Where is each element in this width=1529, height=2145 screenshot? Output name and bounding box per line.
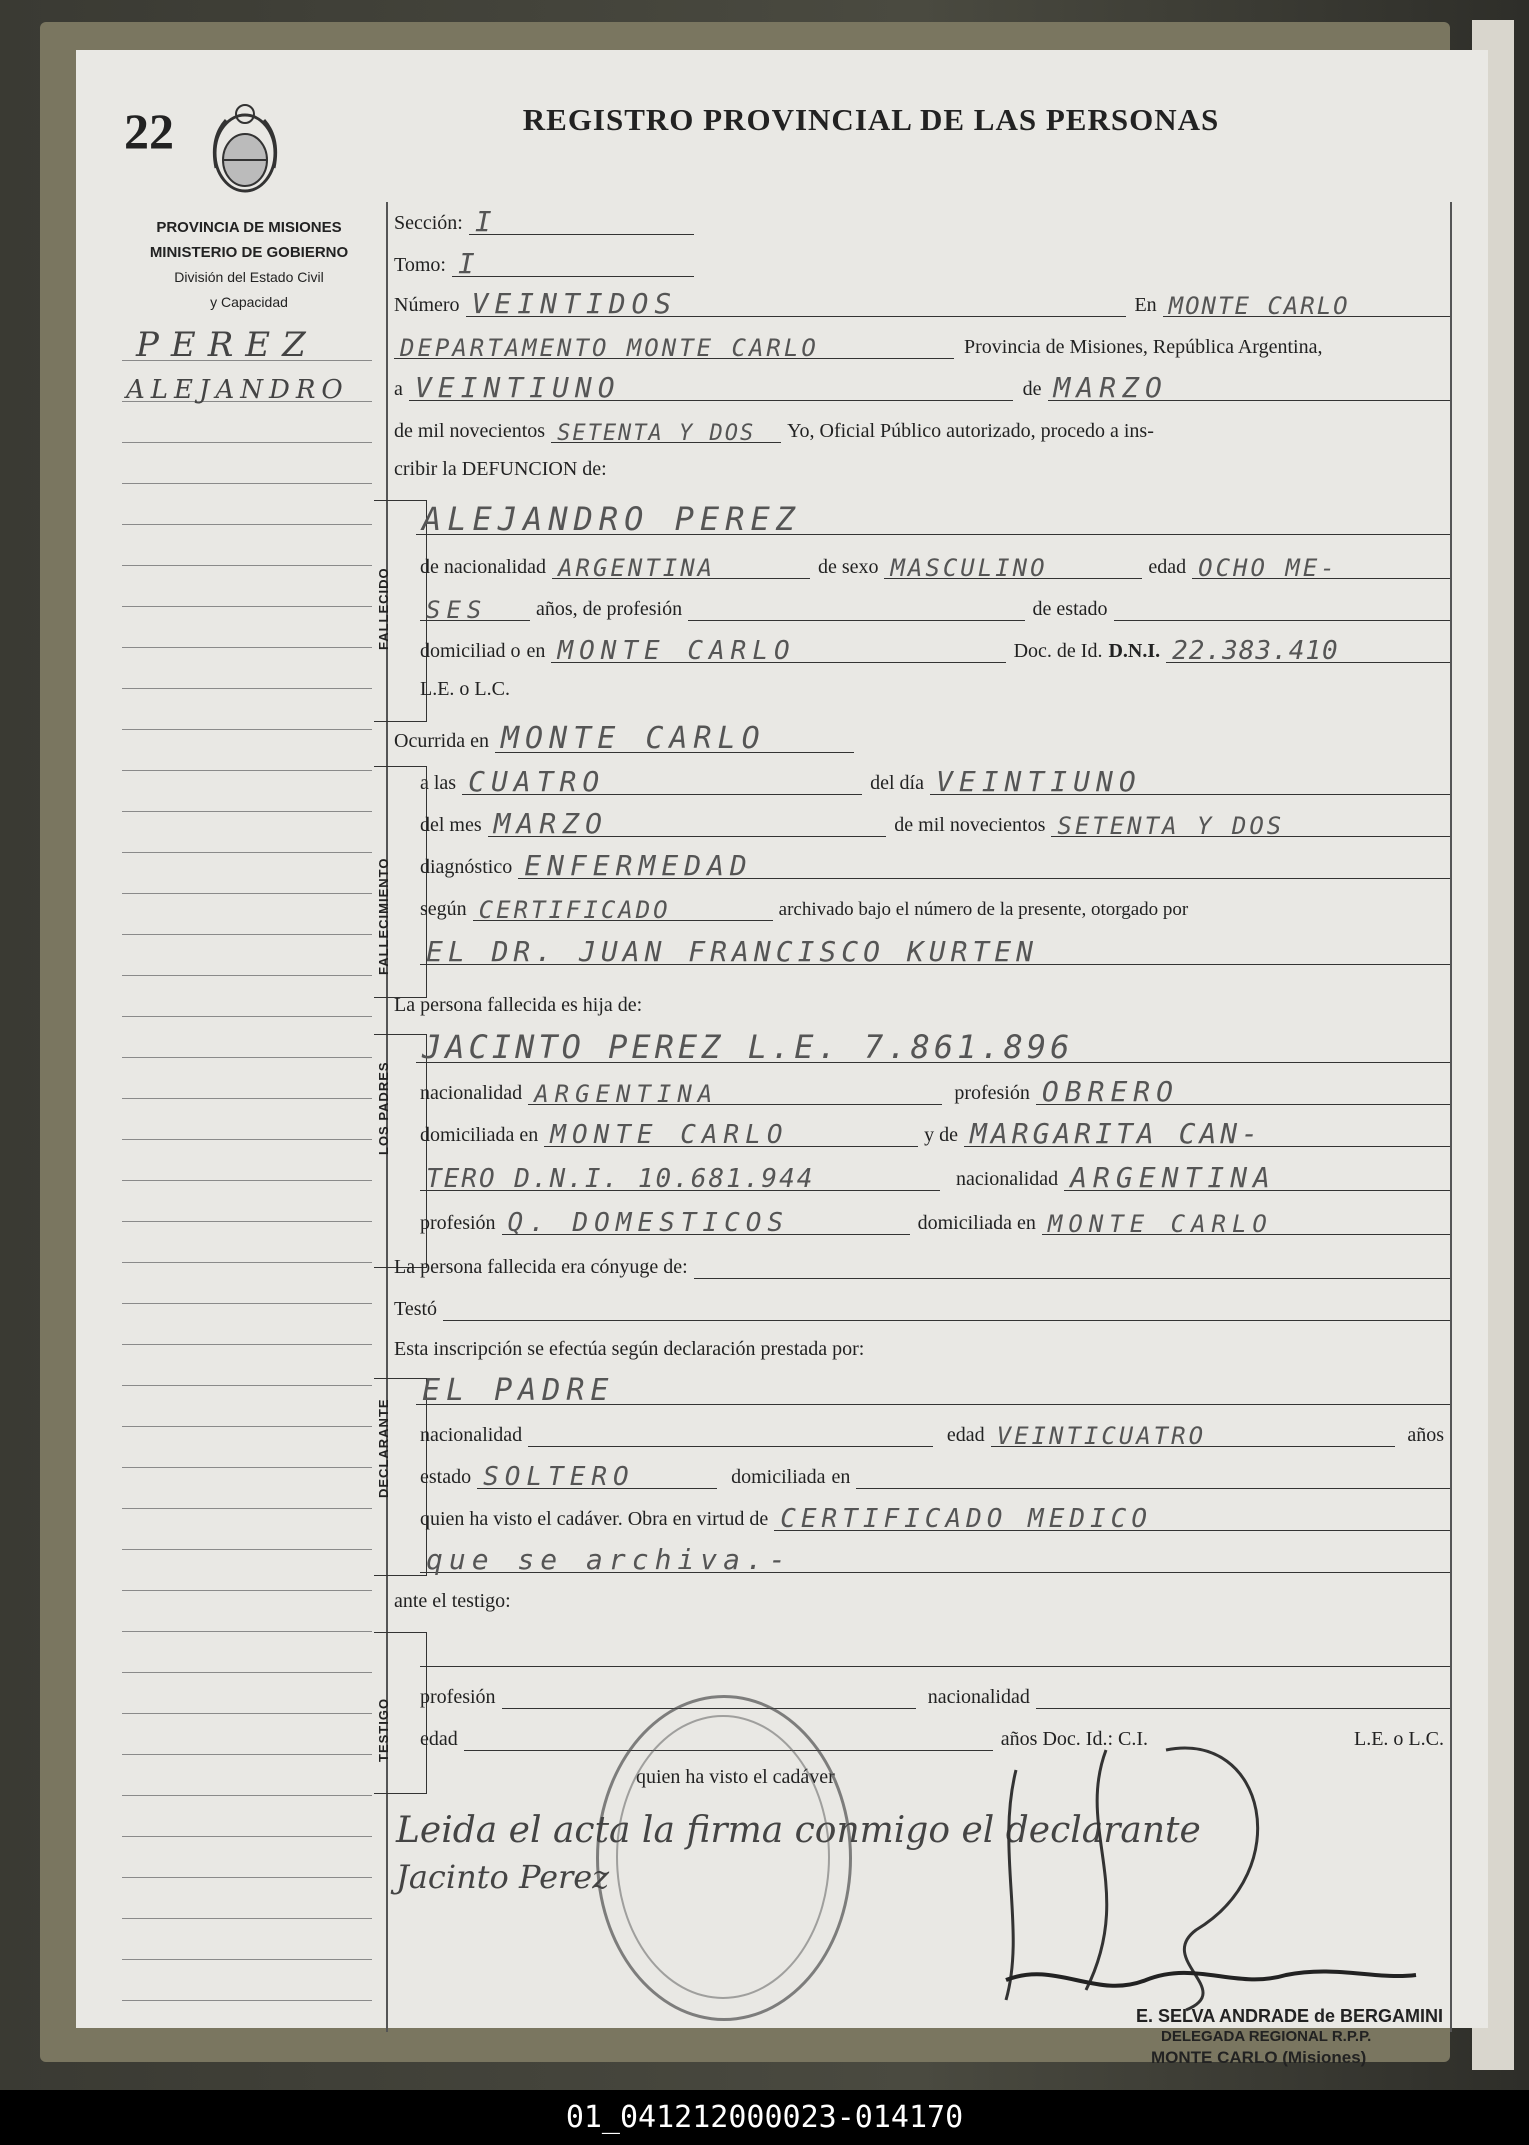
margin-rule-line xyxy=(122,1754,372,1755)
departamento-field: DEPARTAMENTO MONTE CARLO xyxy=(394,332,954,359)
right-border xyxy=(1450,202,1452,2032)
fallecido-edad-cont-field: SES xyxy=(420,594,530,621)
anio-field: SETENTA Y DOS xyxy=(551,416,781,443)
diagnostico-field: ENFERMEDAD xyxy=(518,852,1450,879)
row-padre xyxy=(416,1028,1450,1066)
row-diagnostico: diagnóstico ENFERMEDAD xyxy=(420,852,1450,879)
margin-rule-line xyxy=(122,1098,372,1099)
row-otorgado xyxy=(420,935,1450,968)
row-fallecido-nombre xyxy=(416,500,1450,538)
padre-domicilio-field: MONTE CARLO xyxy=(544,1120,918,1147)
margin-rule-line xyxy=(122,2000,372,2001)
margin-rule-line xyxy=(122,1877,372,1878)
image-caption: 01_041212000023-014170 xyxy=(0,2090,1529,2145)
row-declarante-nacionalidad: nacionalidad edad VEINTICUATRO años xyxy=(420,1422,1444,1450)
row-ocurrida: Ocurrida en MONTE CARLO xyxy=(394,726,854,753)
margin-rule-line xyxy=(122,483,372,484)
fallecimiento-anio-field: SETENTA Y DOS xyxy=(1051,810,1450,837)
margin-rule-line xyxy=(122,729,372,730)
fallecido-doc-field: 22.383.410 xyxy=(1166,636,1450,663)
en-field: MONTE CARLO xyxy=(1163,290,1450,317)
margin-rule-line xyxy=(122,1549,372,1550)
row-testigo-edad: edad años Doc. Id.: C.I. L.E. o L.C. xyxy=(420,1724,1450,1751)
row-testigo-nombre xyxy=(420,1640,1450,1667)
label-fallecido: FALLECIDO xyxy=(376,567,391,650)
margin-rule-line xyxy=(122,1180,372,1181)
madre-field: MARGARITA CAN- xyxy=(964,1120,1450,1147)
office-division: División del Estado Civil xyxy=(174,269,324,285)
margin-rule-line xyxy=(122,1672,372,1673)
madre-nacionalidad-field: ARGENTINA xyxy=(1064,1164,1450,1191)
segun-field: CERTIFICADO xyxy=(473,894,773,921)
margin-rule-line xyxy=(122,975,372,976)
row-fallecimiento-hora: a las CUATRO del día VEINTIUNO xyxy=(420,768,1450,795)
fallecido-edad-field: OCHO ME- xyxy=(1192,552,1450,579)
margin-rule-line xyxy=(122,1508,372,1509)
tomo-field: I xyxy=(452,250,694,277)
label-testigo: TESTIGO xyxy=(376,1697,391,1762)
label-declarante: DECLARANTE xyxy=(376,1398,391,1498)
row-conyuge: La persona fallecida era cónyuge de: xyxy=(394,1252,1450,1279)
row-declarante-intro: Esta inscripción se efectúa según declaración prestada por: xyxy=(394,1338,865,1360)
official-stamp-inner-ring xyxy=(616,1715,830,1999)
row-numero: Número VEINTIDOS En MONTE CARLO xyxy=(394,290,1450,317)
testigo-nacionalidad-field xyxy=(1036,1682,1450,1709)
margin-rule-line xyxy=(122,1713,372,1714)
otorgado-field: EL DR. JUAN FRANCISCO KURTEN xyxy=(420,938,1450,965)
row-padre-domicilio: domiciliada en MONTE CARLO y de MARGARITA CAN- xyxy=(420,1120,1450,1147)
row-fallecido-nacionalidad: de nacionalidad ARGENTINA de sexo MASCULINO edad OCHO ME- xyxy=(420,552,1450,579)
office-capacity: y Capacidad xyxy=(210,294,288,310)
margin-rule-line xyxy=(122,1344,372,1345)
register-page xyxy=(76,50,1488,2067)
row-fallecido-domicilio: domiciliad o en MONTE CARLO Doc. de Id. D.N.I. 22.383.410 xyxy=(420,636,1450,663)
margin-rule-line xyxy=(122,442,372,443)
madre-cont-field: TERO D.N.I. 10.681.944 xyxy=(420,1164,940,1191)
padre-profesion-field: OBRERO xyxy=(1036,1078,1450,1105)
margin-rule-line xyxy=(122,688,372,689)
row-padres-intro: La persona fallecida es hija de: xyxy=(394,994,643,1016)
margin-rule-line xyxy=(122,811,372,812)
margin-rule-line xyxy=(122,934,372,935)
row-segun: según CERTIFICADO archivado bajo el número de la presente, otorgado por xyxy=(420,896,1189,924)
margin-rule-line xyxy=(122,1385,372,1386)
row-testigo-visto: quien ha visto el cadáver xyxy=(636,1766,835,1788)
mes-field: MARZO xyxy=(1048,374,1450,401)
issuing-office xyxy=(124,215,374,315)
margin-rule-line xyxy=(122,1631,372,1632)
fallecido-profesion-field xyxy=(688,594,1024,621)
row-testo: Testó xyxy=(394,1294,1450,1321)
fallecimiento-dia-field: VEINTIUNO xyxy=(930,768,1450,795)
row-departamento: DEPARTAMENTO MONTE CARLO Provincia de Misiones, República Argentina, xyxy=(394,332,1450,359)
fallecimiento-mes-field: MARZO xyxy=(488,810,887,837)
fallecido-nombre-field: ALEJANDRO PEREZ xyxy=(416,508,1450,535)
margin-rule-line xyxy=(122,1836,372,1837)
row-fallecido-le: L.E. o L.C. xyxy=(420,678,510,700)
fallecimiento-hora-field: CUATRO xyxy=(462,768,862,795)
signatory-place: MONTE CARLO (Misiones) xyxy=(1151,2048,1367,2067)
padre-nacionalidad-field: ARGENTINA xyxy=(528,1078,942,1105)
padre-field: JACINTO PEREZ L.E. 7.861.896 xyxy=(416,1036,1450,1063)
declarante-obra-cont-field: que se archiva.- xyxy=(420,1546,1450,1573)
fallecido-sexo-field: MASCULINO xyxy=(884,552,1142,579)
margin-rule-line xyxy=(122,1016,372,1017)
row-anio-inscripcion: de mil novecientos SETENTA Y DOS Yo, Oficial Público autorizado, procedo a ins- xyxy=(394,416,1450,443)
row-madre-profesion: profesión Q. DOMESTICOS domiciliada en MONTE CARLO xyxy=(420,1208,1450,1235)
row-declarante-obra: quien ha visto el cadáver. Obra en virtud de CERTIFICADO MEDICO xyxy=(420,1504,1450,1531)
row-declarante-estado: estado SOLTERO domiciliada en xyxy=(420,1462,1450,1489)
margin-rule-line xyxy=(122,606,372,607)
margin-rule-line xyxy=(122,1057,372,1058)
margin-rule-line xyxy=(122,1426,372,1427)
coat-of-arms-icon xyxy=(206,98,284,202)
row-madre: TERO D.N.I. 10.681.944 nacionalidad ARGENTINA xyxy=(420,1164,1450,1191)
declarante-estado-field: SOLTERO xyxy=(477,1462,717,1489)
declarante-obra-field: CERTIFICADO MEDICO xyxy=(774,1504,1450,1531)
page-number: 22 xyxy=(124,103,174,159)
margin-surname: PEREZ xyxy=(136,325,318,365)
closing-line-2: Jacinto Perez xyxy=(396,1858,610,1896)
declarante-nacionalidad-field xyxy=(528,1420,933,1447)
margin-rule-line xyxy=(122,1467,372,1468)
testigo-nombre-field xyxy=(420,1640,1450,1667)
row-fallecimiento-mes: del mes MARZO de mil novecientos SETENTA Y DOS xyxy=(420,810,1450,837)
margin-given-name: ALEJANDRO xyxy=(126,375,349,405)
margin-rule-line xyxy=(122,852,372,853)
row-seccion: Sección: I xyxy=(394,208,694,235)
testo-field xyxy=(443,1294,1450,1321)
margin-rule-line xyxy=(122,1795,372,1796)
margin-rule-line xyxy=(122,647,372,648)
margin-rule-line xyxy=(122,770,372,771)
office-ministry: MINISTERIO DE GOBIERNO xyxy=(149,244,349,261)
margin-rule-line xyxy=(122,1590,372,1591)
row-testigo-intro: ante el testigo: xyxy=(394,1590,511,1612)
row-tomo: Tomo: I xyxy=(394,250,694,277)
fallecido-estado-field xyxy=(1114,594,1450,621)
row-fecha-inscripcion: a VEINTIUNO de MARZO xyxy=(394,374,1450,401)
margin-rule-line xyxy=(122,524,372,525)
declarante-edad-field: VEINTICUATRO xyxy=(991,1420,1396,1447)
declarante-domicilio-field xyxy=(856,1462,1450,1489)
signatory-role: DELEGADA REGIONAL R.P.P. xyxy=(1161,2028,1372,2045)
conyuge-field xyxy=(694,1252,1450,1279)
seccion-field: I xyxy=(469,208,694,235)
row-testigo-profesion: profesión nacionalidad xyxy=(420,1682,1450,1709)
numero-field: VEINTIDOS xyxy=(466,290,1127,317)
fallecido-domicilio-field: MONTE CARLO xyxy=(551,636,1005,663)
declarante-nombre-field: EL PADRE xyxy=(416,1378,1450,1405)
fallecido-nacionalidad-field: ARGENTINA xyxy=(552,552,810,579)
margin-rule-line xyxy=(122,1918,372,1919)
ocurrida-field: MONTE CARLO xyxy=(495,726,854,753)
register-title: REGISTRO PROVINCIAL DE LAS PERSONAS xyxy=(522,102,1220,137)
label-fallecimiento: FALLECIMIENTO xyxy=(376,857,391,975)
office-province: PROVINCIA DE MISIONES xyxy=(156,219,342,236)
margin-rule-line xyxy=(122,893,372,894)
madre-profesion-field: Q. DOMESTICOS xyxy=(502,1208,910,1235)
margin-rule-line xyxy=(122,1221,372,1222)
row-fallecido-profesion: SES años, de profesión de estado xyxy=(420,594,1450,621)
row-declarante-nombre xyxy=(416,1373,1450,1408)
margin-rule-line xyxy=(122,1262,372,1263)
madre-domicilio-field: MONTE CARLO xyxy=(1042,1208,1450,1235)
label-padres: LOS PADRES xyxy=(376,1061,391,1155)
row-padre-nacionalidad: nacionalidad ARGENTINA profesión OBRERO xyxy=(420,1078,1450,1105)
row-declarante-obra-cont xyxy=(420,1543,1450,1576)
margin-rule-line xyxy=(122,1959,372,1960)
dia-field: VEINTIUNO xyxy=(409,374,1013,401)
handwritten-signatures xyxy=(936,1730,1436,2030)
signatory-name: E. SELVA ANDRADE de BERGAMINI xyxy=(1136,2006,1444,2026)
closing-line-1: Leida el acta la firma conmigo el declarante xyxy=(396,1810,1201,1851)
margin-rule-line xyxy=(122,1303,372,1304)
margin-rule-line xyxy=(122,1139,372,1140)
row-inscribir: cribir la DEFUNCION de: xyxy=(394,458,607,480)
margin-rule-line xyxy=(122,565,372,566)
